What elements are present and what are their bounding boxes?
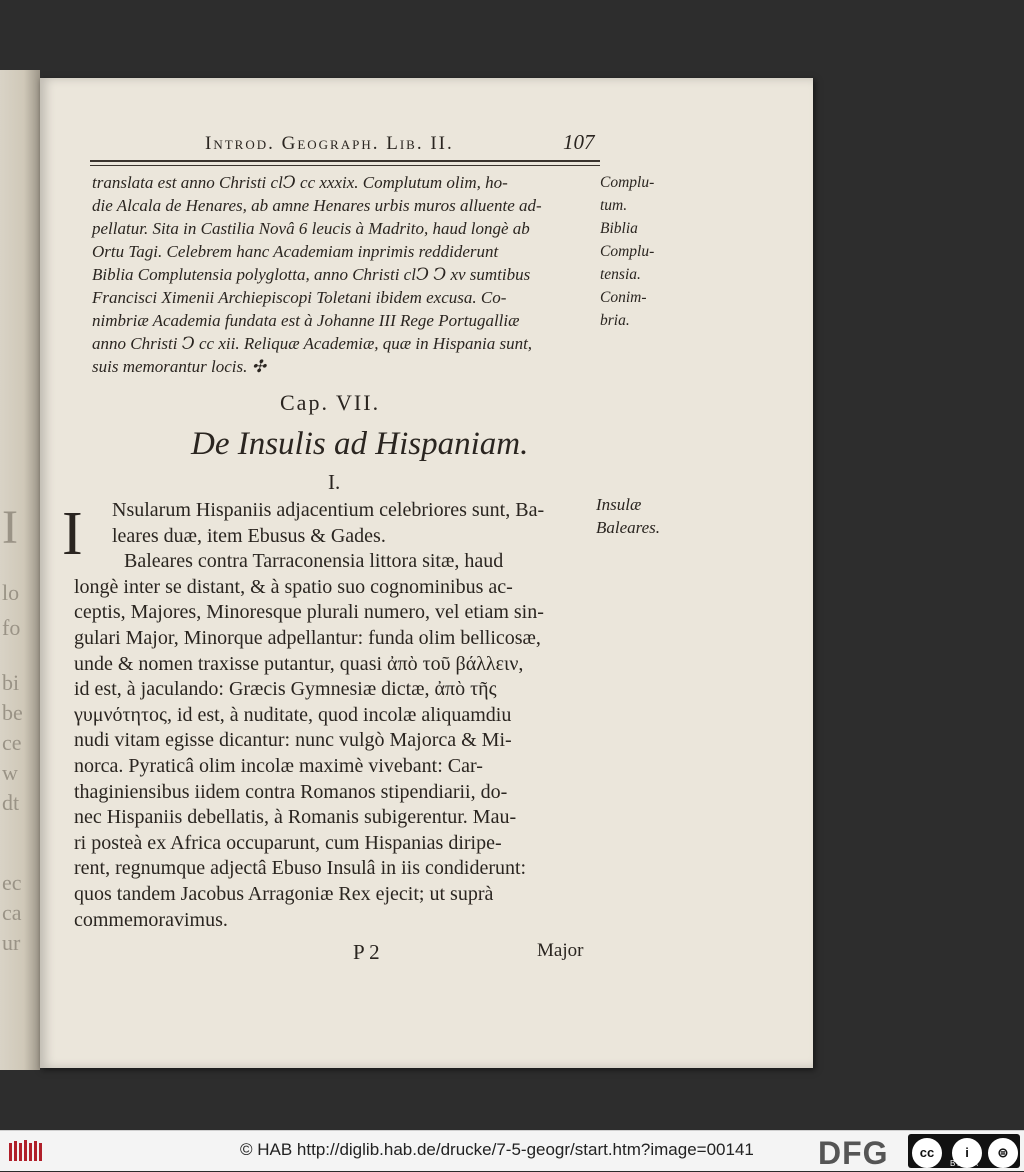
text-line: gulari Major, Minorque adpellantur: funda olim bellicosæ, bbox=[74, 626, 541, 649]
chapter-title: De Insulis ad Hispaniam. bbox=[191, 426, 529, 462]
header-rule-thin bbox=[90, 165, 600, 166]
ghost-letter: I bbox=[2, 501, 18, 554]
margin-note: Complu- bbox=[600, 243, 655, 260]
signature-mark: P 2 bbox=[353, 940, 380, 964]
margin-note: bria. bbox=[600, 312, 630, 329]
ghost-letter: ce bbox=[2, 730, 22, 755]
ghost-letter: dt bbox=[2, 790, 20, 815]
dfg-logo[interactable]: DFG bbox=[818, 1135, 889, 1171]
ghost-letter: bi bbox=[2, 670, 20, 695]
text-line: pellatur. Sita in Castilia Novâ 6 leucis à Madrito, haud longè ab bbox=[92, 219, 530, 238]
text-line: nimbriæ Academia fundata est à Johanne III Rege Portugalliæ bbox=[92, 311, 520, 330]
text-line: Baleares contra Tarraconensia littora sitæ, haud bbox=[124, 550, 504, 573]
text-line: anno Christi Ↄ cc xii. Reliquæ Academiæ, quæ in Hispania sunt, bbox=[92, 334, 533, 353]
margin-note: tum. bbox=[600, 197, 628, 214]
ghost-letter: be bbox=[2, 700, 23, 725]
hab-logo-icon[interactable] bbox=[6, 1137, 48, 1165]
section-number: I. bbox=[328, 470, 341, 494]
text-line: ceptis, Majores, Minoresque plurali numero, vel etiam sin- bbox=[74, 601, 544, 624]
ghost-letter: w bbox=[2, 760, 18, 785]
text-line: suis memorantur locis. ✣ bbox=[92, 357, 266, 376]
text-line: nudi vitam egisse dicantur: nunc vulgò Majorca & Mi- bbox=[74, 729, 512, 752]
by-icon: i bbox=[952, 1138, 982, 1168]
text-line: die Alcala de Henares, ab amne Henares urbis muros alluente ad- bbox=[92, 196, 542, 215]
text-line: γυμνότητος, id est, à nuditate, quod incolæ aliquamdiu bbox=[74, 703, 512, 726]
text-line: nec Hispaniis debellatis, à Romanis subigerentur. Mau- bbox=[74, 806, 517, 829]
ghost-letter: lo bbox=[2, 580, 20, 605]
ghost-letter: ec bbox=[2, 870, 22, 895]
text-line: commemoravimus. bbox=[74, 908, 228, 931]
intro-margin-notes bbox=[600, 171, 654, 332]
text-line: unde & nomen traxisse putantur, quasi ἀπὸ τοῦ βάλλειν, bbox=[74, 652, 524, 675]
text-line: Biblia Complutensia polyglotta, anno Christi clↃ Ↄ xv sumtibus bbox=[92, 265, 531, 284]
margin-note: Biblia bbox=[600, 220, 638, 237]
book-page bbox=[40, 78, 813, 1068]
main-margin-notes bbox=[596, 493, 660, 539]
running-header: Introd. Geograph. Lib. II. bbox=[205, 133, 454, 154]
page-number: 107 bbox=[563, 130, 595, 154]
text-line: Ortu Tagi. Celebrem hanc Academiam inprimis reddiderunt bbox=[92, 242, 499, 261]
text-line: leares duæ, item Ebusus & Gades. bbox=[112, 524, 386, 547]
chapter-heading: Cap. VII. bbox=[280, 390, 381, 415]
text-line: quos tandem Jacobus Arragoniæ Rex ejecit; ut suprà bbox=[74, 882, 494, 905]
margin-note: Baleares. bbox=[596, 518, 661, 537]
sa-icon: ⊜ bbox=[988, 1138, 1018, 1168]
text-line: thaginiensibus iidem contra Romanos stipendiarii, do- bbox=[74, 780, 508, 803]
catchword: Major bbox=[537, 940, 584, 961]
text-line: id est, à jaculando: Græcis Gymnesiæ dictæ, ἀπὸ τῆς bbox=[74, 678, 497, 701]
ghost-letter: ur bbox=[2, 930, 21, 955]
margin-note: Conim- bbox=[600, 289, 647, 306]
copyright-link[interactable]: © HAB http://diglib.hab.de/drucke/7-5-geogr/start.htm?image=00141 bbox=[240, 1140, 754, 1159]
header-rule bbox=[90, 160, 600, 162]
ghost-letter: fo bbox=[2, 615, 21, 640]
margin-note: Complu- bbox=[600, 174, 655, 191]
previous-page-edge bbox=[0, 70, 40, 1070]
margin-note: tensia. bbox=[600, 266, 641, 283]
footer-bar bbox=[0, 1130, 1024, 1171]
license-text: BY SA bbox=[950, 1159, 978, 1168]
main-paragraph bbox=[74, 498, 599, 933]
text-line: rent, regnumque adjectâ Ebuso Insulâ in iis condiderunt: bbox=[74, 857, 527, 880]
drop-cap: I bbox=[62, 500, 83, 568]
intro-paragraph bbox=[92, 171, 597, 378]
cc-license-badge[interactable] bbox=[908, 1134, 1020, 1168]
ghost-letter: ca bbox=[2, 900, 22, 925]
text-line: translata est anno Christi clↃ cc xxxix. Complutum olim, ho- bbox=[92, 173, 508, 192]
text-line: Nsularum Hispaniis adjacentium celebriores sunt, Ba- bbox=[112, 499, 545, 521]
text-line: Francisci Ximenii Archiepiscopi Toletani ibidem excusa. Co- bbox=[92, 288, 507, 307]
margin-note: Insulæ bbox=[596, 495, 642, 514]
text-line: ri posteà ex Africa occuparunt, cum Hispanias diripe- bbox=[74, 831, 502, 854]
cc-icon: cc bbox=[912, 1138, 942, 1168]
text-line: longè inter se distant, & à spatio suo cognominibus ac- bbox=[74, 575, 513, 598]
text-line: norca. Pyraticâ olim incolæ maximè vivebant: Car- bbox=[74, 754, 483, 777]
